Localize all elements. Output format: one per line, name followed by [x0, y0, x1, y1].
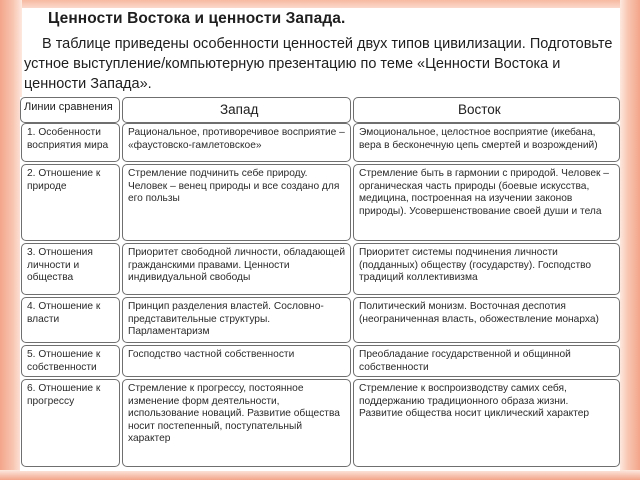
east-cell: Эмоциональное, целостное восприятие (икебана, вера в бесконечную цепь смертей и возрождений): [353, 123, 620, 162]
table-row: [20, 243, 620, 297]
table-row: [20, 164, 620, 243]
west-cell: Рациональное, противоречивое восприятие – «фаустовско-гамлетовское»: [122, 123, 351, 162]
header-west-cell: [122, 97, 351, 123]
header-west: Запад: [220, 102, 259, 117]
header-criteria-cell: [20, 97, 120, 123]
table-row: [20, 379, 620, 469]
east-cell: Стремление быть в гармонии с природой. Человек – органическая часть природы (боевые искусства, медицина, построенная на изучении законов природы). Усовершенствование своей души и тела: [353, 164, 620, 241]
criteria-cell: 1. Особенности восприятия мира: [21, 123, 120, 162]
slide-frame-top: [0, 0, 640, 8]
slide-frame-bottom: [0, 470, 640, 480]
slide-frame-left: [0, 0, 22, 480]
intro-paragraph: В таблице приведены особенности ценностей двух типов цивилизации. Подготовьте устное выступление/компьютерную презентацию по теме «Ценности Востока и ценности Запада».: [24, 36, 613, 92]
criteria-cell: 5. Отношение к собственности: [21, 345, 120, 377]
criteria-cell: 4. Отношение к власти: [21, 297, 120, 343]
east-cell: Политический монизм. Восточная деспотия (неограниченная власть, обожествление монарха): [353, 297, 620, 343]
criteria-cell: 2. Отношение к природе: [21, 164, 120, 241]
header-criteria: Линии сравнения: [24, 101, 113, 113]
header-east: Восток: [458, 102, 501, 117]
criteria-cell: 3. Отношения личности и общества: [21, 243, 120, 295]
west-cell: Господство частной собственности: [122, 345, 351, 377]
west-cell: Стремление к прогрессу, постоянное изменение форм деятельности, использование новаций. Развитие общества носит постепенный, поступательный характер: [122, 379, 351, 467]
slide-frame-right: [620, 0, 640, 480]
table-row: [20, 297, 620, 345]
header-east-cell: [353, 97, 620, 123]
east-cell: Приоритет системы подчинения личности (подданных) обществу (государству). Господство традиций коллективизма: [353, 243, 620, 295]
table-row: [20, 345, 620, 379]
east-cell: Преобладание государственной и общинной собственности: [353, 345, 620, 377]
comparison-table: [20, 97, 620, 471]
west-cell: Приоритет свободной личности, обладающей гражданскими правами. Ценности индивидуальной свободы: [122, 243, 351, 295]
east-cell: Стремление к воспроизводству самих себя, поддержанию традиционного образа жизни. Развитие общества носит циклический характер: [353, 379, 620, 467]
west-cell: Стремление подчинить себе природу. Человек – венец природы и все создано для его пользы: [122, 164, 351, 241]
page-title: Ценности Востока и ценности Запада.: [48, 10, 346, 27]
table-row: [20, 123, 620, 164]
intro-text: [24, 34, 620, 94]
west-cell: Принцип разделения властей. Сословно-представительные структуры. Парламентаризм: [122, 297, 351, 343]
criteria-cell: 6. Отношение к прогрессу: [21, 379, 120, 467]
